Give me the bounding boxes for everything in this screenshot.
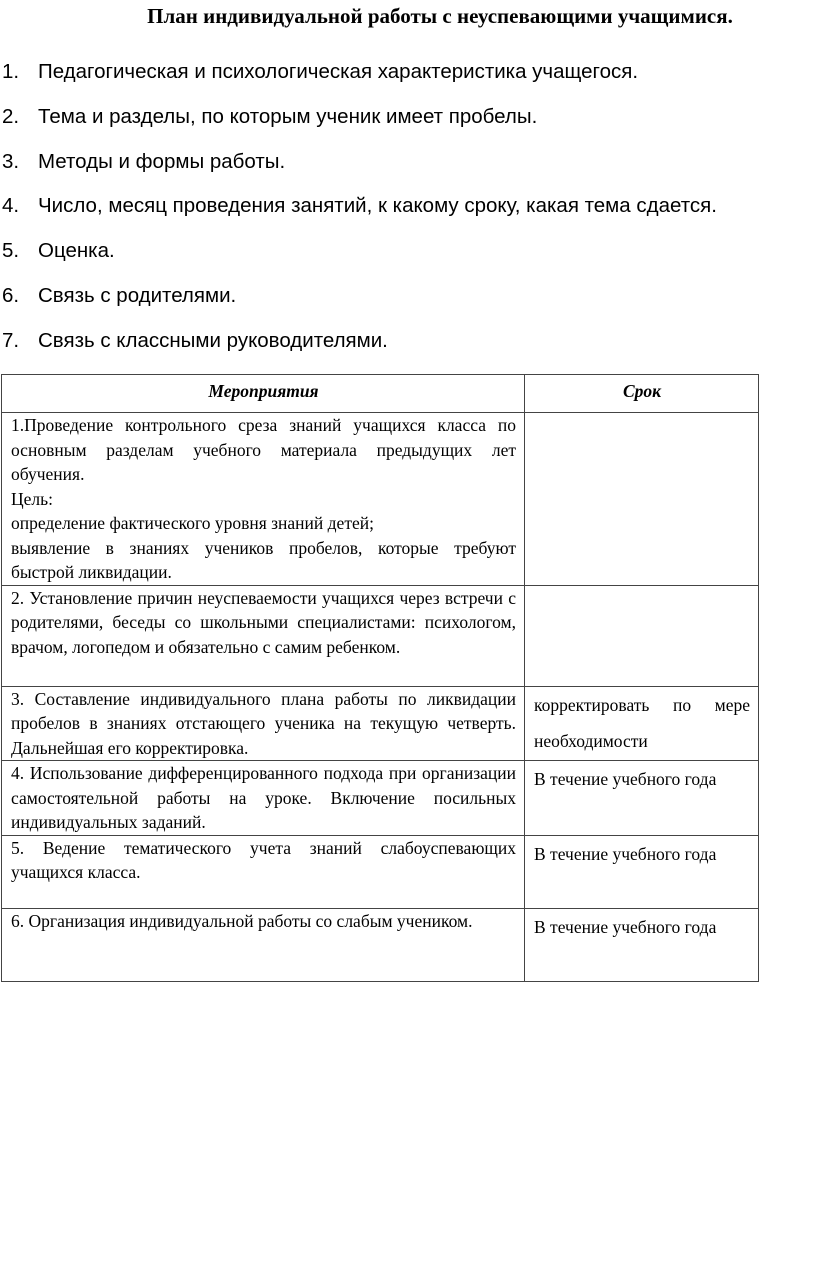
list-item-number: 5.: [2, 239, 20, 263]
term-cell: В течение учебного года: [525, 908, 759, 981]
table-header-row: [2, 375, 759, 413]
goal-item: определение фактического уровня знаний детей;: [11, 513, 374, 533]
list-item-number: 4.: [2, 194, 20, 218]
activity-cell: 2. Установление причин неуспеваемости учащихся через встречи с родителями, беседы со школьными специалистами: психологом, врачом, логопедом и обязательно с самим ребенком.: [2, 585, 525, 686]
term-cell: В течение учебного года: [525, 835, 759, 908]
list-item-number: 1.: [2, 60, 20, 83]
activity-text: 1.Проведение контрольного среза знаний учащихся класса по основным разделам учебного материала предыдущих лет обучения.: [11, 415, 516, 484]
list-item-text: Число, месяц проведения занятий, к какому сроку, какая тема сдается.: [38, 194, 717, 218]
list-item-text: Связь с родителями.: [38, 283, 237, 307]
activity-cell: 6. Организация индивидуальной работы со слабым учеником.: [2, 908, 525, 981]
term-cell: [525, 585, 759, 686]
goal-label: Цель:: [11, 488, 53, 509]
activities-table: [1, 374, 759, 982]
list-item-text: Тема и разделы, по которым ученик имеет пробелы.: [38, 104, 538, 128]
header-activities: Мероприятия: [2, 375, 525, 413]
activity-cell: 4. Использование дифференцированного подхода при организации самостоятельной работы на уроке. Включение посильных индивидуальных заданий.: [2, 761, 525, 836]
list-item-number: 6.: [2, 283, 20, 307]
activity-cell: 3. Составление индивидуального плана работы по ликвидации пробелов в знаниях отстающего ученика на текущую четверть. Дальнейшая его корректировка.: [2, 686, 525, 761]
term-cell: [525, 413, 759, 586]
list-item-text: Оценка.: [38, 239, 115, 263]
table-row: [2, 413, 759, 586]
table-row: [2, 585, 759, 686]
activity-cell: 5. Ведение тематического учета знаний слабоуспевающих учащихся класса.: [2, 835, 525, 908]
table-row: [2, 761, 759, 836]
term-cell: В течение учебного года: [525, 761, 759, 836]
header-term: Срок: [525, 375, 759, 413]
table-row: [2, 686, 759, 761]
list-item-text: Методы и формы работы.: [38, 149, 286, 173]
table-row: [2, 908, 759, 981]
goal-item: выявление в знаниях учеников пробелов, которые требуют быстрой ликвидации.: [11, 537, 516, 582]
table-row: [2, 835, 759, 908]
activity-cell: [2, 413, 525, 586]
term-cell: корректировать по мере необходимости: [525, 686, 759, 761]
page-title: План индивидуальной работы с неуспевающими учащимися.: [147, 4, 733, 28]
list-item-text: Педагогическая и психологическая характеристика учащегося.: [38, 60, 639, 83]
list-item-number: 2.: [2, 104, 20, 128]
list-item-number: 7.: [2, 328, 20, 352]
list-item-number: 3.: [2, 149, 20, 173]
list-item-text: Связь с классными руководителями.: [38, 328, 388, 352]
